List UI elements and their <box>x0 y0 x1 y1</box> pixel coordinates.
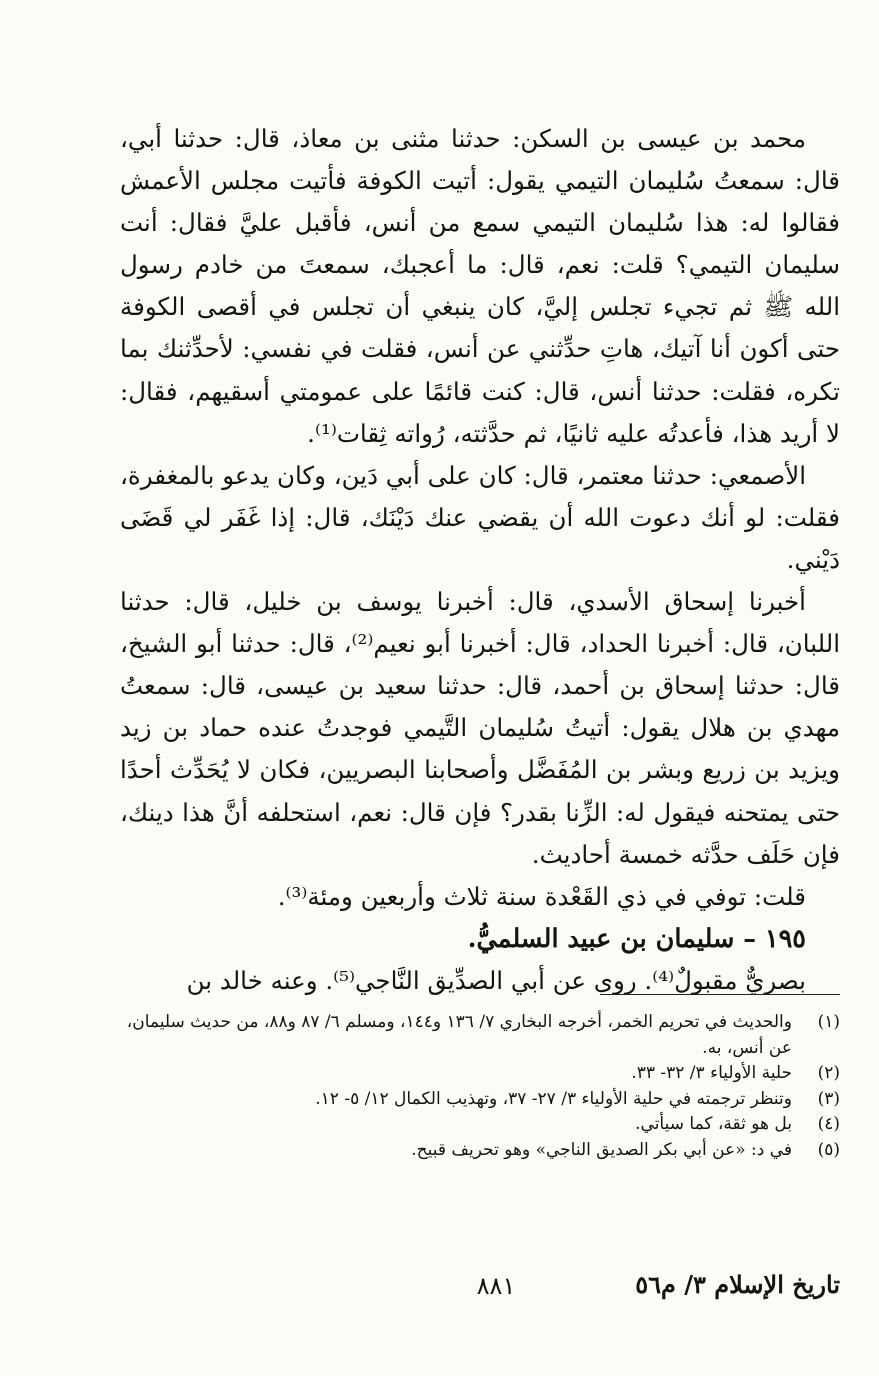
footnote-number: (٤) <box>817 1114 840 1134</box>
paragraph-mahdi: أخبرنا إسحاق الأسدي، قال: أخبرنا يوسف بن خليل، قال: حدثنا اللبان، قال: أخبرنا الحداد، قال: أخبرنا أبو نعيم⁽²⁾، قال: حدثنا أبو الشيخ، قال: حدثنا إسحاق بن أحمد، قال: حدثنا سعيد بن عيسى، قال: سمعتُ مهدي بن هلال يقول: أتيتُ سُليمان التَّيمي فوجدتُ عنده حماد بن زيد ويزيد بن زريع وبشر بن المُفَضَّل وأصحابنا البصريين، فكان لا يُحَدِّث أحدًا حتى يمتحنه فيقول له: الزِّنا بقدر؟ فإن قال: نعم، استحلفه أنَّ هذا دينك، فإن حَلَف حدَّثه خمسة أحاديث. <box>120 587 840 869</box>
footnote-item <box>120 1087 840 1113</box>
footnote-item <box>120 1061 840 1087</box>
footnote-text: والحديث في تحريم الخمر، أخرجه البخاري ٧/ ١٣٦ و١٤٤، ومسلم ٦/ ٨٧ و٨٨، من حديث سليمان، عن أنس، به. <box>126 1012 792 1058</box>
footnote-item <box>120 1138 840 1164</box>
footnote-text: حلية الأولياء ٣/ ٣٢- ٣٣. <box>631 1063 792 1083</box>
footnote-number: (٥) <box>817 1139 840 1160</box>
footnote-text: بل هو ثقة، كما سيأتي. <box>635 1114 792 1134</box>
page-number: ٨٨١ <box>476 1272 516 1300</box>
footnote-text: وتنظر ترجمته في حلية الأولياء ٣/ ٢٧- ٣٧، وتهذيب الكمال ١٢/ ٥- ١٢. <box>315 1088 792 1109</box>
footnote-text: في د: «عن أبي بكر الصديق الناجي» وهو تحريف قبيح. <box>411 1139 792 1160</box>
paragraph-tamimi-story: محمد بن عيسى بن السكن: حدثنا مثنى بن معاذ، قال: حدثنا أبي، قال: سمعتُ سُليمان التيمي يقول: أتيت الكوفة فأتيت مجلس الأعمش فقالوا له: هذا سُليمان التيمي سمع من أنس، فأقبل عليَّ فقال: أنت سليمان التيمي؟ قلت: نعم، قال: ما أعجبك، سمعتَ من خادم رسول الله ﷺ ثم تجيء تجلس إليَّ، كان ينبغي أن تجلس في أقصى الكوفة حتى أكون أنا آتيك، هاتِ حدِّثني عن أنس، فقلت في نفسي: لأحدِّثنك بما تكره، فقلت: حدثنا أنس، قال: كنت قائمًا على عمومتي أسقيهم، فقال: لا أريد هذا، فأعدتُه عليه ثانيًا، ثم حدَّثته، رُواته ثِقات⁽¹⁾. <box>120 124 840 448</box>
paragraph-death-note: قلت: توفي في ذي القَعْدة سنة ثلاث وأربعين ومئة⁽³⁾. <box>277 881 806 911</box>
paragraph-asmai: الأصمعي: حدثنا معتمر، قال: كان على أبي دَين، وكان يدعو بالمغفرة، فقلت: لو أنك دعوت الله أن يقضي عنك دَيْنَك، قال: إذا غَفَر لي قَضَى دَيْني. <box>120 460 840 574</box>
paragraph-entry-195: بصريٌّ مقبولٌ⁽⁴⁾. روى عن أبي الصدِّيق النَّاجي⁽⁵⁾. وعنه خالد بن <box>186 965 806 995</box>
footnote-number: (٣) <box>817 1088 840 1109</box>
footnote-number: (٢) <box>817 1063 840 1083</box>
main-text <box>120 118 840 1002</box>
footnote-separator <box>600 994 840 995</box>
book-title-signature: تاريخ الإسلام ٣/ م٥٦ <box>635 1270 840 1299</box>
page-footer <box>120 1270 840 1314</box>
entry-heading-195: ١٩٥ – سليمان بن عبيد السلميُّ. <box>467 923 806 954</box>
footnote-number: (١) <box>817 1012 840 1032</box>
footnotes <box>120 1010 840 1163</box>
footnote-item <box>120 1112 840 1138</box>
footnote-item <box>120 1010 840 1061</box>
